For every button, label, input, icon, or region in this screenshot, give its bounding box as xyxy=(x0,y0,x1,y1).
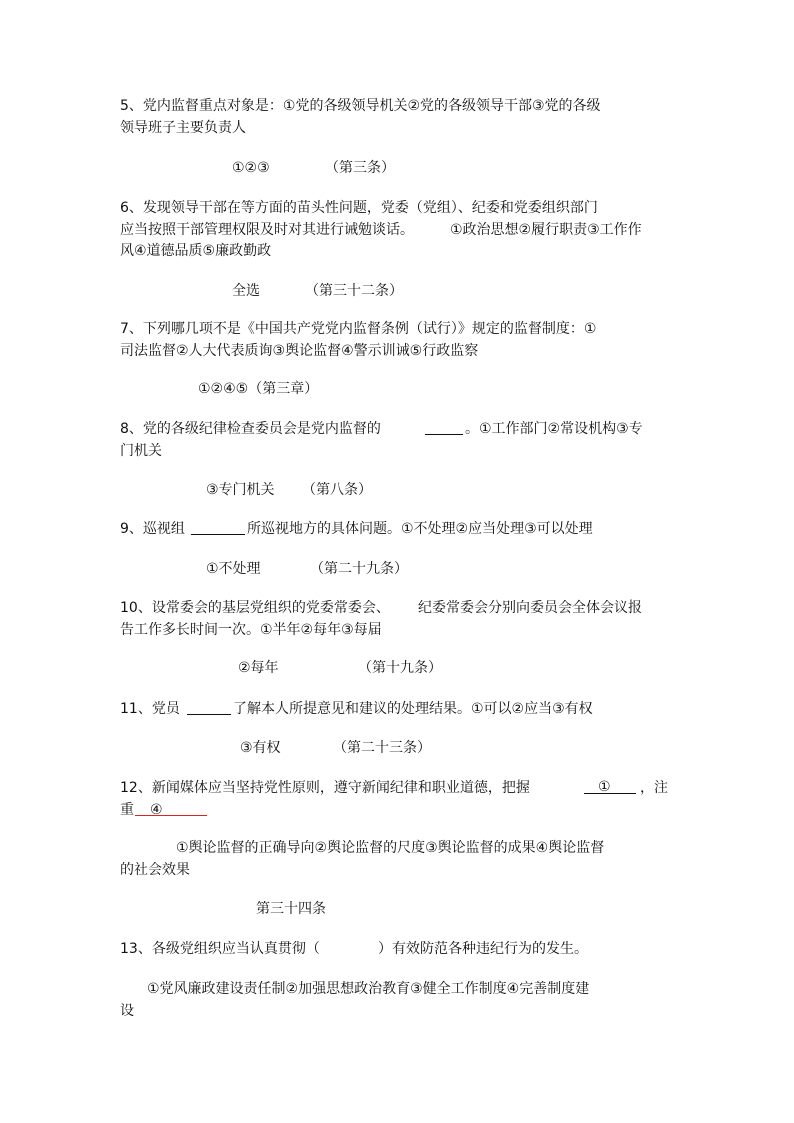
q5-article: （第三条） xyxy=(325,160,395,176)
q8-article: （第八条） xyxy=(302,482,372,498)
q11-line-1a: 11、党员 xyxy=(120,701,180,717)
q12-article: 第三十四条 xyxy=(256,901,326,917)
q13-options-cont: 设 xyxy=(120,1003,134,1019)
q6-line-2: 应当按照干部管理权限及时对其进行诫勉谈话。 xyxy=(120,222,414,238)
q9-answer: ①不处理 xyxy=(206,561,261,577)
q12-options: ①舆论监督的正确导向②舆论监督的尺度③舆论监督的成果④舆论监督 xyxy=(176,840,605,856)
q7-line-2: 司法监督②人大代表质询③舆论监督④警示训诫⑤行政监察 xyxy=(120,343,479,359)
q9-article: （第二十九条） xyxy=(310,561,408,577)
q11-line-1b: 了解本人所提意见和建议的处理结果。①可以②应当③有权 xyxy=(233,701,593,717)
q12-options-cont: 的社会效果 xyxy=(120,862,190,878)
q9-blank xyxy=(191,520,245,535)
q12-answer-2: ④ xyxy=(150,802,163,818)
q12-line-2a: 重 xyxy=(120,802,134,818)
q10-article: （第十九条） xyxy=(358,660,442,676)
q12-blank-2 xyxy=(135,801,207,816)
q13-line-1a: 13、各级党组织应当认真贯彻（ xyxy=(120,941,320,957)
q8-answer: ③专门机关 xyxy=(206,482,275,498)
q6-answer: 全选 xyxy=(232,283,260,299)
q6-line-2b: ①政治思想②履行职责③工作作 xyxy=(450,222,642,238)
q7-answer: ①②④⑤（第三章） xyxy=(198,381,319,397)
q11-answer: ③有权 xyxy=(240,740,281,756)
q5-answer: ①②③ xyxy=(232,160,270,176)
q6-article: （第三十二条） xyxy=(305,283,403,299)
q5-line-1: 5、党内监督重点对象是：①党的各级领导机关②党的各级领导干部③党的各级 xyxy=(120,98,601,114)
q8-line-1b: 。①工作部门②常设机构③专 xyxy=(465,421,643,437)
q6-line-3: 风④道德品质⑤廉政勤政 xyxy=(120,243,272,259)
q8-line-1: 8、党的各级纪律检查委员会是党内监督的 xyxy=(120,421,381,437)
q10-answer: ②每年 xyxy=(238,660,279,676)
q10-line-1a: 10、设常委会的基层党组织的党委常委会、 xyxy=(120,600,390,616)
q10-line-2: 告工作多长时间一次。①半年②每年③每届 xyxy=(120,622,382,638)
q9-line-1b: 所巡视地方的具体问题。①不处理②应当处理③可以处理 xyxy=(247,521,593,537)
q10-line-1b: 纪委常委会分别向委员会全体会议报 xyxy=(418,600,642,616)
q8-line-2: 门机关 xyxy=(120,443,162,459)
q12-line-1c: ，注 xyxy=(640,780,668,796)
q11-blank xyxy=(187,700,231,715)
q13-line-1b: ）有效防范各种违纪行为的发生。 xyxy=(378,941,588,957)
q11-article: （第二十三条） xyxy=(333,740,431,756)
q12-line-1a: 12、新闻媒体应当坚持党性原则，遵守新闻纪律和职业道德，把握 xyxy=(120,780,530,796)
q6-line-1: 6、发现领导干部在等方面的苗头性问题，党委（党组）、纪委和党委组织部门 xyxy=(120,200,598,216)
q5-line-2: 领导班子主要负责人 xyxy=(120,120,246,136)
q7-line-1: 7、下列哪几项不是《中国共产党党内监督条例（试行）》规定的监督制度：① xyxy=(120,321,597,337)
q8-blank xyxy=(425,420,463,435)
q12-answer-1: ① xyxy=(598,779,611,795)
q13-options: ①党风廉政建设责任制②加强思想政治教育③健全工作制度④完善制度建 xyxy=(147,981,590,997)
q9-line-1a: 9、巡视组 xyxy=(120,521,185,537)
